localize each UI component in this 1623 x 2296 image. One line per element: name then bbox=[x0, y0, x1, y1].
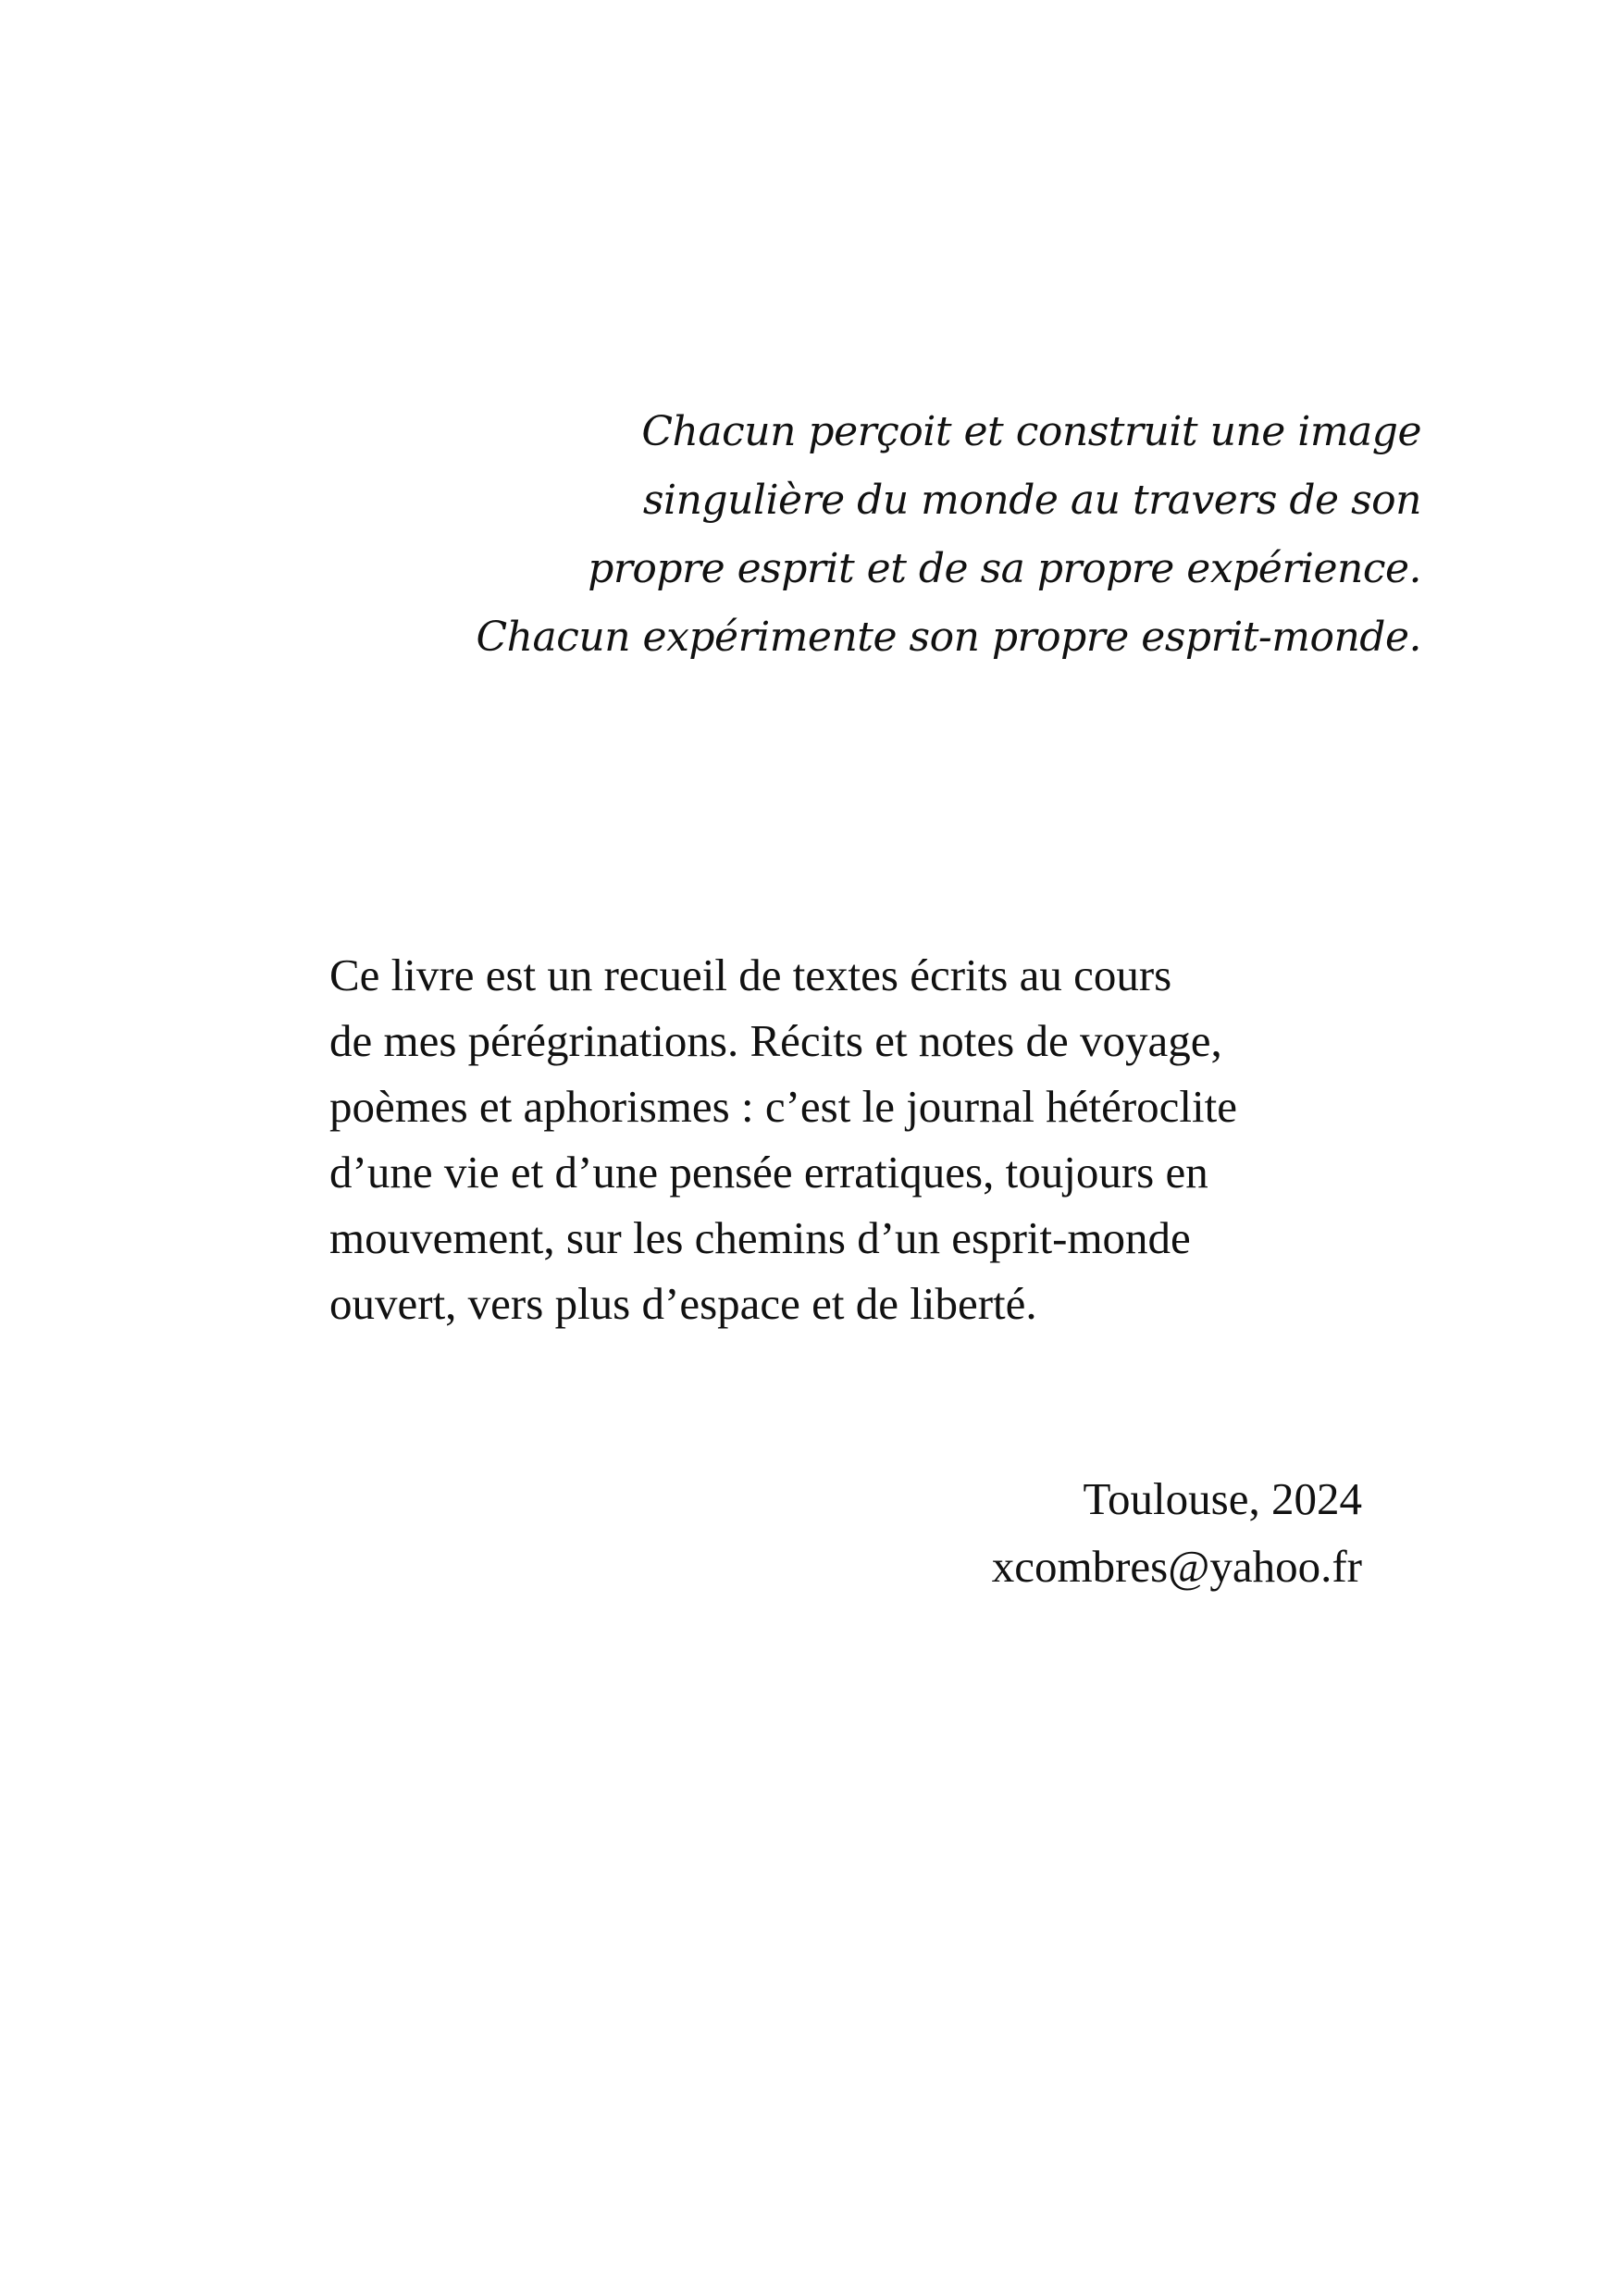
book-description bbox=[329, 942, 1440, 1336]
description-line: Ce livre est un recueil de textes écrits au cours bbox=[329, 949, 1172, 1000]
epigraph-line: propre esprit et de sa propre expérience. bbox=[588, 545, 1421, 592]
description-line: d’une vie et d’une pensée erratiques, toujours en bbox=[329, 1147, 1208, 1198]
epigraph bbox=[218, 398, 1421, 672]
description-line: mouvement, sur les chemins d’un esprit-monde bbox=[329, 1212, 1191, 1263]
place-date: Toulouse, 2024 bbox=[1083, 1473, 1362, 1524]
description-line: de mes pérégrinations. Récits et notes de voyage, bbox=[329, 1015, 1222, 1066]
epigraph-line: Chacun perçoit et construit une image bbox=[641, 408, 1421, 455]
epigraph-line: Chacun expérimente son propre esprit-monde. bbox=[476, 614, 1421, 661]
author-email: xcombres@yahoo.fr bbox=[991, 1541, 1362, 1592]
signature-block bbox=[622, 1465, 1362, 1600]
description-line: poèmes et aphorismes : c’est le journal hétéroclite bbox=[329, 1081, 1238, 1132]
epigraph-line: singulière du monde au travers de son bbox=[642, 477, 1421, 524]
description-line: ouvert, vers plus d’espace et de liberté. bbox=[329, 1278, 1037, 1329]
